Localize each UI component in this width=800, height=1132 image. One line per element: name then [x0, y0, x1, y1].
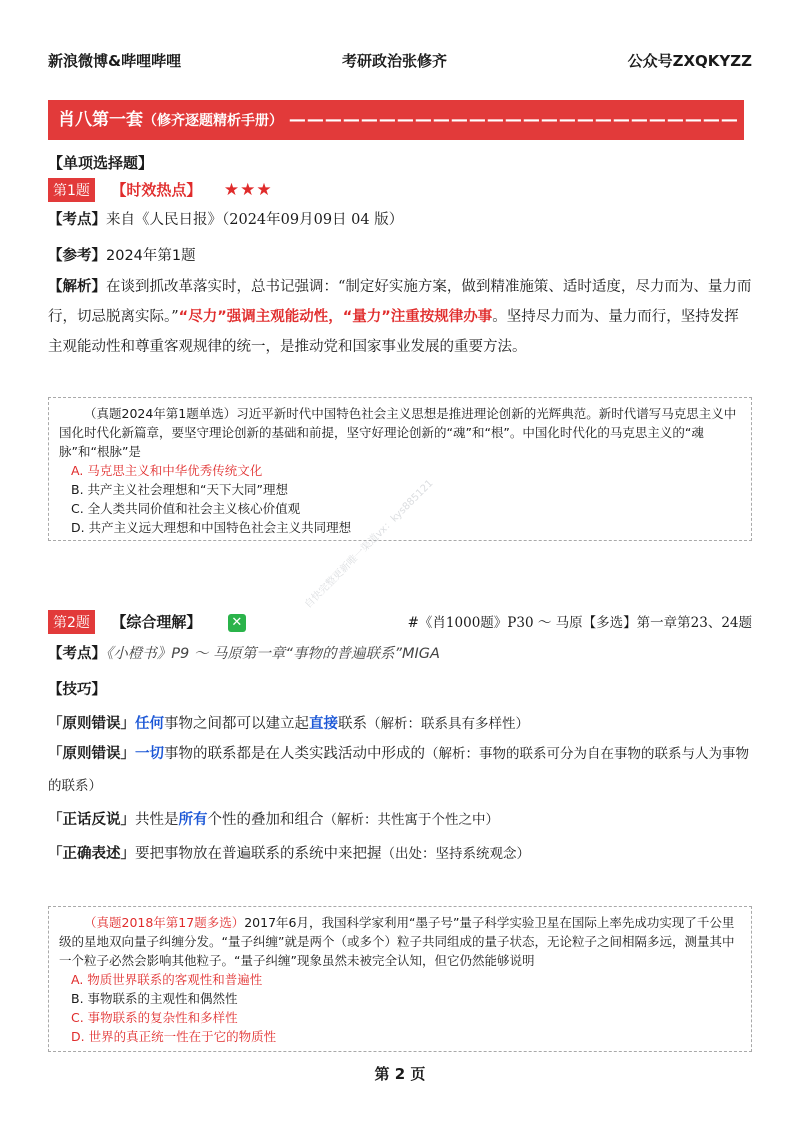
- tip-3-highlight: 所有: [178, 812, 208, 828]
- q1-option-b: B. 共产主义社会理想和“天下大同”理想: [71, 482, 288, 497]
- q2-kaodian-label: 【考点】: [48, 646, 106, 662]
- q1-header: [48, 178, 273, 202]
- section-title: 【单项选择题】: [48, 154, 154, 172]
- q1-option-d: D. 共产主义远大理想和中国特色社会主义共同理想: [71, 520, 352, 535]
- q2-header: [48, 610, 752, 634]
- q1-box-stem: （真题2024年第1题单选）习近平新时代中国特色社会主义思想是推进理论创新的光辉典范。新时代谱写马克思主义中国化时代化新篇章，要坚守理论创新的基础和前提，坚守好理论创新的“魂”和“根”。中国化时代化的马克思主义的“魂脉”和“根脉”是: [59, 406, 737, 459]
- tip-2-note: （解析：事物的联系可分为自在事物的联系与人为事物的联系）: [48, 746, 749, 794]
- tip-4: [48, 842, 530, 863]
- tip-2-text: 事物的联系都是在人类实践活动中形成的: [164, 746, 425, 762]
- q1-cankao-label: 【参考】: [48, 248, 106, 264]
- banner-title: 肖八第一套: [58, 110, 143, 130]
- q2-category: 【综合理解】: [111, 613, 202, 631]
- q1-jiexi-text2: 。坚持尽力而为、量力而行，坚持发挥主观能动性和尊重客观规律的统一，是推动党和国家事业发展的重要方法。: [48, 309, 739, 355]
- q2-box-stem: [59, 913, 745, 970]
- cross-mark-icon: ✕: [228, 614, 246, 632]
- header-center: 考研政治张修齐: [342, 52, 448, 70]
- q2-jiqiao-label: 【技巧】: [48, 682, 106, 698]
- tip-2: [48, 738, 752, 802]
- watermark: 自快完整更新唯一渠道vx：kys885121: [302, 477, 436, 611]
- q2-option-b: B. 事物联系的主观性和偶然性: [71, 991, 238, 1006]
- q1-jiexi-highlight: “尽力”强调主观能动性，“量力”注重按规律办事: [178, 309, 493, 325]
- q1-kaodian: [48, 208, 403, 229]
- q1-option-c: C. 全人类共同价值和社会主义核心价值观: [71, 501, 301, 516]
- page-number: 第 2 页: [374, 1065, 426, 1083]
- banner-dashes: —————————————————————————: [288, 110, 739, 130]
- q1-tag: 第1题: [48, 178, 95, 202]
- tip-1-text: 事物之间都可以建立起: [164, 716, 309, 732]
- tip-1: [48, 712, 529, 733]
- tip-1-text-2: 联系: [338, 716, 367, 732]
- q2-option-a: A. 物质世界联系的客观性和普遍性: [71, 972, 263, 987]
- header-right: 公众号ZXQKYZZ: [627, 52, 752, 70]
- tip-3-note: （解析：共性寓于个性之中）: [323, 812, 499, 828]
- q1-option-a: A. 马克思主义和中华优秀传统文化: [71, 463, 263, 478]
- q1-cankao: [48, 244, 196, 265]
- q1-cankao-text: 2024年第1题: [106, 248, 196, 264]
- q1-stars: ★★★: [223, 180, 273, 200]
- tip-1-highlight-1: 任何: [135, 716, 164, 732]
- q2-box-stem-text: 2017年6月，我国科学家利用“墨子号”量子科学实验卫星在国际上率先成功实现了千公里级的星地双向量子纠缠分发。“量子纠缠”就是两个（或多个）粒子共同组成的量子状态，无论粒子之间相隔多远，测量其中一个粒子必然会影响其他粒子。“量子纠缠”现象虽然未被完全认知，但它仍然能够说明: [59, 915, 735, 968]
- tip-1-note: （解析：联系具有多样性）: [367, 716, 529, 732]
- tip-1-highlight-2: 直接: [309, 716, 338, 732]
- q1-jiexi: [48, 272, 752, 362]
- tip-3-text: 共性是: [135, 812, 179, 828]
- q2-box-stem-label: （真题2018年第17题多选）: [84, 915, 245, 930]
- q1-jiexi-text1: 在谈到抓改革落实时，总书记强调：“制定好实施方案，做到精准施策、适时适度，尽力而为、量力而行，切忌脱离实际。”: [48, 279, 752, 325]
- tip-2-highlight: 一切: [135, 746, 164, 762]
- tip-4-label: 「正确表述」: [48, 846, 135, 862]
- q1-kaodian-label: 【考点】: [48, 212, 106, 228]
- tip-4-text: 要把事物放在普遍联系的系统中来把握: [135, 846, 382, 862]
- q2-kaodian-text: 《小橙书》P9 ～ 马原第一章“事物的普遍联系”MIGA: [106, 646, 440, 662]
- header-left: 新浪微博&哔哩哔哩: [48, 52, 182, 70]
- page-header: [48, 50, 752, 74]
- q1-category: 【时效热点】: [111, 181, 202, 199]
- q2-option-c: C. 事物联系的复杂性和多样性: [71, 1010, 238, 1025]
- title-banner: [48, 100, 744, 140]
- q2-source: #《肖1000题》P30 ～ 马原【多选】第一章第23、24题: [407, 615, 752, 631]
- q2-option-d: D. 世界的真正统一性在于它的物质性: [71, 1029, 277, 1044]
- q2-tag: 第2题: [48, 610, 95, 634]
- tip-1-label: 「原则错误」: [48, 716, 135, 732]
- banner-subtitle: （修齐逐题精析手册）: [143, 113, 283, 129]
- tip-3-label: 「正话反说」: [48, 812, 135, 828]
- tip-3: [48, 808, 499, 829]
- tip-3-text-2: 个性的叠加和组合: [207, 812, 324, 828]
- q2-exam-box: [48, 906, 752, 1052]
- q2-kaodian: [48, 642, 440, 663]
- tip-2-label: 「原则错误」: [48, 746, 135, 762]
- q1-kaodian-text: 来自《人民日报》（2024年09月09日 04 版）: [106, 212, 404, 228]
- tip-4-note: （出处：坚持系统观念）: [381, 846, 530, 862]
- q1-jiexi-label: 【解析】: [48, 279, 106, 295]
